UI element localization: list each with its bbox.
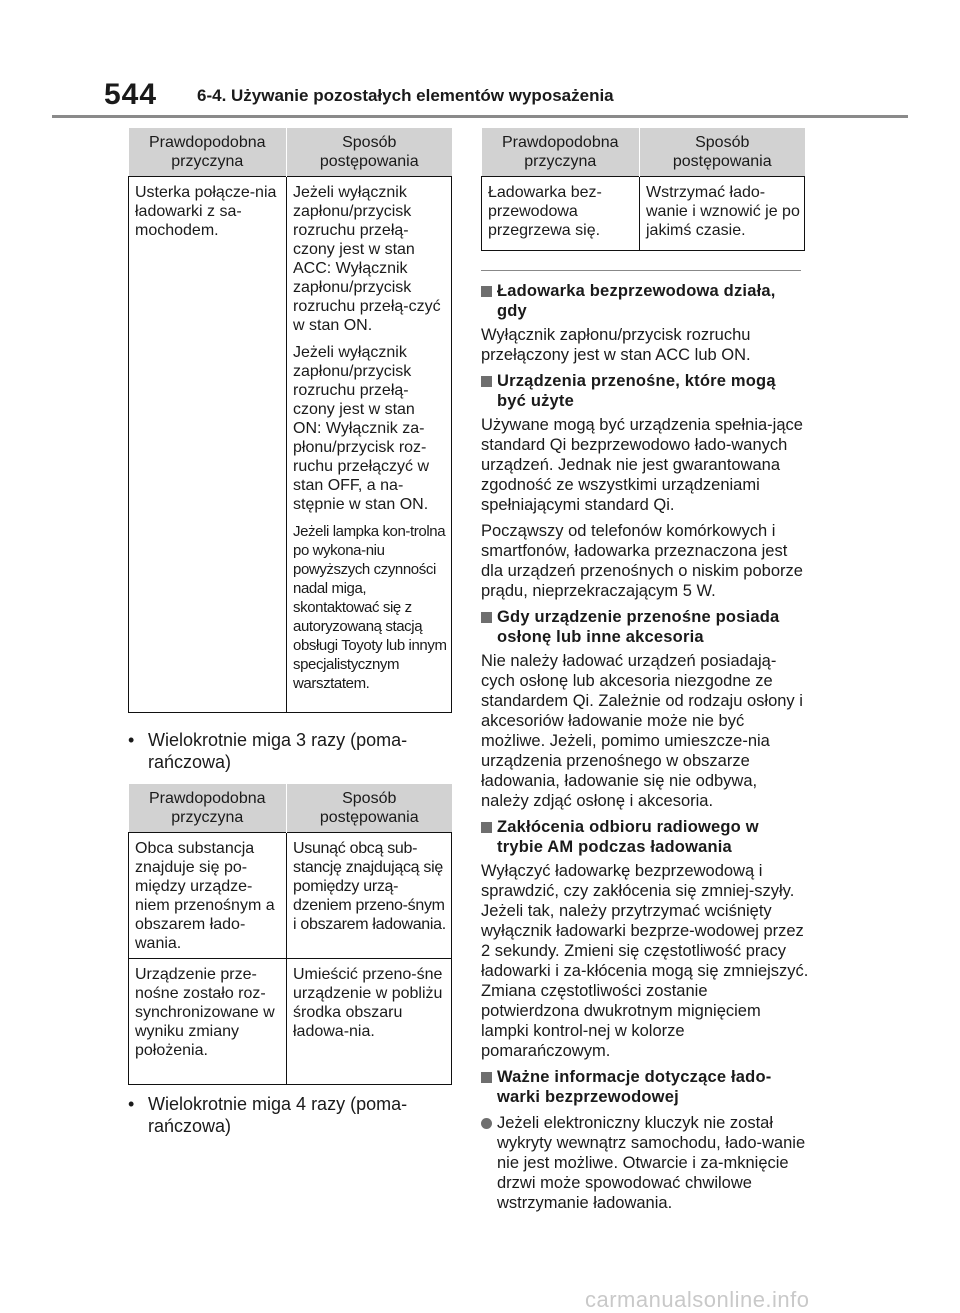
action-cell: Umieścić przeno-śne urządzenie w pobliżu środka obszaru ładowa-nia. bbox=[287, 958, 452, 1084]
square-bullet-icon bbox=[481, 286, 492, 297]
subsection-title: Urządzenia przenośne, które mogą być użyte bbox=[497, 372, 776, 410]
body-text: Począwszy od telefonów komórkowych i smartfonów, ładowarka przeznaczona jest dla urządzeń przenośnych o niskim poborze prądu, nieprzekraczającym 5 W. bbox=[481, 522, 803, 600]
body-text: Wyłącznik zapłonu/przycisk rozruchu przełączony jest w stan ACC lub ON. bbox=[481, 326, 751, 364]
header-action: Sposób postępowania bbox=[287, 128, 452, 176]
action-cell: Usunąć obcą sub-stancję znajdującą się pomiędzy urzą-dzeniem przeno-śnym i obszarem ładowania. bbox=[287, 832, 452, 958]
bullet-text: Wielokrotnie miga 4 razy (poma-rańczowa) bbox=[148, 1094, 408, 1136]
square-bullet-icon bbox=[481, 822, 492, 833]
header-cause: Prawdopodobna przyczyna bbox=[129, 784, 287, 832]
subsection-title: Gdy urządzenie przenośne posiada osłonę lub inne akcesoria bbox=[497, 608, 780, 646]
watermark: carmanualsonline.info bbox=[585, 1287, 810, 1312]
cause-cell: Usterka połącze-nia ładowarki z sa-mochodem. bbox=[129, 176, 287, 712]
subsection-heading bbox=[481, 607, 809, 647]
body-text: Używane mogą być urządzenia spełnia-jące standard Qi bezprzewodowo łado-wanych urządzeń. Jednak nie jest gwarantowana zgodność ze wszystkimi urządzeniami spełniającymi standard Qi. bbox=[481, 416, 803, 514]
subsection-heading bbox=[481, 817, 809, 857]
page-header bbox=[0, 0, 960, 122]
action-cell: Wstrzymać łado-wanie i wznowić je po jakimś czasie. bbox=[640, 176, 805, 250]
troubleshooting-table-1 bbox=[128, 128, 452, 713]
circle-bullet-item bbox=[481, 1113, 809, 1213]
action-paragraph: Jeżeli wyłącznik zapłonu/przycisk rozruchu przełą-czony jest w stan ACC: Wyłącznik zapłonu/przycisk rozruchu przełą-czyć w stan ON. bbox=[293, 183, 441, 334]
bullet-text: Wielokrotnie miga 3 razy (poma-rańczowa) bbox=[148, 730, 408, 772]
section-title: 6-4. Używanie pozostałych elementów wyposażenia bbox=[197, 86, 614, 105]
bullet-dot-icon: • bbox=[128, 1094, 135, 1114]
subsection-heading bbox=[481, 281, 809, 321]
square-bullet-icon bbox=[481, 1072, 492, 1083]
subsection-title: Ważne informacje dotyczące łado-warki bezprzewodowej bbox=[497, 1068, 772, 1106]
header-cause: Prawdopodobna przyczyna bbox=[129, 128, 287, 176]
action-paragraph: Jeżeli wyłącznik zapłonu/przycisk rozruchu przełą-czony jest w stan ON: Wyłącznik za-płonu/przycisk roz-ruchu przełączyć w stan OFF, a na-stępnie w stan ON. bbox=[293, 343, 430, 513]
troubleshooting-table-2 bbox=[128, 784, 452, 1085]
subsection-heading bbox=[481, 1067, 809, 1107]
body-text: Jeżeli elektroniczny kluczyk nie został wykryty wewnątrz samochodu, łado-wanie nie jest możliwe. Otwarcie i za-mknięcie drzwi może spowodować chwilowe wstrzymanie ładowania. bbox=[497, 1114, 806, 1212]
subsection-title: Ładowarka bezprzewodowa działa, gdy bbox=[497, 282, 776, 320]
subsection-heading bbox=[481, 371, 809, 411]
square-bullet-icon bbox=[481, 376, 492, 387]
header-action: Sposób postępowania bbox=[287, 784, 452, 832]
page-number: 544 bbox=[104, 78, 158, 111]
header-action: Sposób postępowania bbox=[640, 128, 805, 176]
troubleshooting-table-3 bbox=[481, 128, 805, 251]
action-cell bbox=[287, 176, 452, 712]
body-text: Nie należy ładować urządzeń posiadają-cych osłonę lub akcesoria niezgodne ze standardem Qi. Zależnie od rodzaju osłony i akcesoriów ładowanie może nie być możliwe. Jeżeli, pomimo umieszcze-nia urządzenia przenośnego w obszarze ładowania, ładowanie się nie odbywa, należy zdjąć osłonę i akcesoria. bbox=[481, 652, 803, 810]
cause-cell: Urządzenie prze-nośne zostało roz-synchronizowane w wyniku zmiany położenia. bbox=[129, 958, 287, 1084]
cause-cell: Ładowarka bez-przewodowa przegrzewa się. bbox=[482, 176, 640, 250]
subsection-title: Zakłócenia odbioru radiowego w trybie AM podczas ładowania bbox=[497, 818, 759, 856]
circle-bullet-icon bbox=[481, 1118, 492, 1129]
body-text: Wyłączyć ładowarkę bezprzewodową i sprawdzić, czy zakłócenia się zmniej-szyły. Jeżeli tak, należy przytrzymać wciśnięty wyłącznik ładowarki bezprze-wodowej przez 2 sekundy. Zmieni się częstotliwość pracy ładowarki i za-kłócenia mogą się zmniejszyć. Zmiana częstotliwości zostanie potwierdzona dwukrotnym mignięciem lampki kontrol-nej w kolorze pomarańczowym. bbox=[481, 862, 809, 1060]
header-cause: Prawdopodobna przyczyna bbox=[482, 128, 640, 176]
bullet-item bbox=[128, 1093, 458, 1137]
bullet-item bbox=[128, 729, 458, 773]
cause-cell: Obca substancja znajduje się po-między urządze-niem przenośnym a obszarem łado-wania. bbox=[129, 832, 287, 958]
action-paragraph: Jeżeli lampka kon-trolna po wykona-niu powyższych czynności nadal miga, skontaktować się z autoryzowaną stacją obsługi Toyoty lub innym specjalistycznym warsztatem. bbox=[293, 522, 447, 692]
section-divider bbox=[481, 270, 801, 271]
bullet-dot-icon: • bbox=[128, 730, 135, 750]
info-column bbox=[481, 277, 809, 1219]
square-bullet-icon bbox=[481, 612, 492, 623]
header-divider bbox=[52, 115, 908, 118]
